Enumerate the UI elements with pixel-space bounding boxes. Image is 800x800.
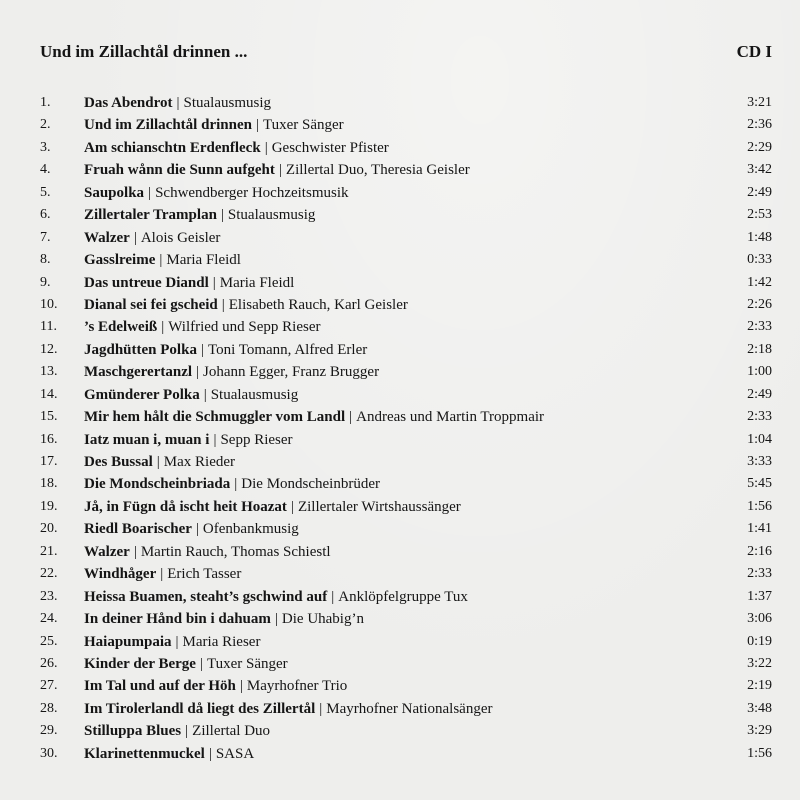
track-row — [40, 294, 772, 316]
track-title: ’s Edelweiß — [84, 319, 158, 336]
track-artist: Die Mondscheinbrüder — [241, 476, 380, 493]
track-number: 21. — [40, 543, 58, 559]
track-separator: | — [195, 521, 199, 538]
track-number: 16. — [40, 431, 58, 447]
track-title-line — [84, 114, 344, 136]
track-separator: | — [220, 207, 224, 224]
track-number: 4. — [40, 162, 51, 178]
track-number: 30. — [40, 745, 58, 761]
track-row — [40, 182, 772, 204]
track-number: 10. — [40, 296, 58, 312]
track-title: Walzer — [84, 229, 130, 246]
track-title: Saupolka — [84, 184, 145, 201]
track-row — [40, 743, 772, 765]
track-artist: Ofenbankmusig — [202, 521, 299, 538]
track-separator: | — [176, 95, 180, 111]
track-artist: Maria Rieser — [182, 633, 261, 650]
track-separator: | — [161, 319, 165, 336]
track-artist: Stualausmusig — [210, 386, 299, 403]
track-title: Dianal sei fei gscheid — [84, 296, 218, 313]
track-duration: 5:45 — [747, 476, 772, 492]
track-artist: Sepp Rieser — [220, 431, 293, 448]
track-artist: SASA — [215, 745, 255, 762]
track-number: 23. — [40, 588, 58, 604]
track-number: 29. — [40, 723, 58, 739]
track-title-line — [84, 227, 220, 249]
track-number: 2. — [40, 117, 51, 133]
track-duration: 2:33 — [747, 566, 772, 582]
track-separator: | — [290, 498, 294, 515]
track-title: Gmünderer Polka — [84, 386, 200, 403]
track-row — [40, 339, 772, 361]
track-row — [40, 316, 772, 338]
tracklist-header — [40, 42, 772, 68]
track-separator: | — [159, 252, 163, 269]
track-duration: 1:42 — [747, 274, 772, 290]
track-title-line — [84, 631, 260, 653]
track-artist: Maria Fleidl — [219, 274, 295, 291]
track-title-line — [84, 92, 271, 114]
track-title: Jagdhütten Polka — [84, 341, 197, 358]
album-title: Und im Zillachtål drinnen ... — [40, 42, 248, 61]
track-number: 22. — [40, 566, 58, 582]
track-duration: 2:16 — [747, 543, 772, 559]
track-artist: Zillertal Duo — [192, 723, 271, 740]
track-row — [40, 720, 772, 742]
track-separator: | — [133, 543, 137, 560]
track-duration: 1:56 — [747, 498, 772, 514]
track-duration: 3:06 — [747, 611, 772, 627]
track-number: 20. — [40, 521, 58, 537]
track-artist: Wilfried und Sepp Rieser — [168, 319, 321, 336]
track-artist: Anklöpfelgruppe Tux — [338, 588, 468, 605]
track-number: 26. — [40, 655, 58, 671]
track-number: 3. — [40, 139, 51, 155]
track-duration: 3:22 — [747, 655, 772, 671]
track-row — [40, 518, 772, 540]
track-separator: | — [234, 476, 238, 493]
track-artist: Martin Rauch, Thomas Schiestl — [140, 543, 331, 560]
track-separator: | — [331, 588, 335, 605]
track-number: 7. — [40, 229, 51, 245]
track-artist: Erich Tasser — [167, 566, 242, 583]
track-title: Und im Zillachtål drinnen — [84, 117, 252, 134]
track-number: 28. — [40, 700, 58, 716]
track-separator: | — [185, 723, 189, 740]
track-title-line — [84, 720, 270, 742]
track-duration: 1:37 — [747, 588, 772, 604]
track-row — [40, 249, 772, 271]
track-title: Iatz muan i, muan i — [84, 431, 210, 448]
track-title-line — [84, 272, 294, 294]
track-title: Zillertaler Tramplan — [84, 207, 217, 224]
track-title-line — [84, 361, 379, 383]
track-row — [40, 563, 772, 585]
track-duration: 0:19 — [747, 633, 772, 649]
track-title: Haiapumpaia — [84, 633, 172, 650]
track-duration: 2:19 — [747, 678, 772, 694]
track-duration: 3:33 — [747, 454, 772, 469]
track-duration: 2:33 — [747, 319, 772, 335]
track-title-line — [84, 406, 544, 428]
track-title: Stilluppa Blues — [84, 723, 182, 740]
track-title: Das Abendrot — [84, 95, 173, 111]
track-row — [40, 429, 772, 451]
track-row — [40, 92, 772, 114]
track-title: Klarinettenmuckel — [84, 745, 205, 762]
track-artist: Tuxer Sänger — [262, 117, 344, 134]
track-title: Windhåger — [84, 566, 157, 583]
track-duration: 2:53 — [747, 207, 772, 223]
tracklist — [40, 92, 772, 765]
cd-label: CD I — [736, 42, 772, 61]
track-artist: Johann Egger, Franz Brugger — [203, 364, 380, 381]
track-row — [40, 541, 772, 563]
track-title-line — [84, 204, 315, 226]
track-separator: | — [156, 454, 160, 470]
track-separator: | — [278, 162, 282, 179]
track-duration: 2:36 — [747, 117, 772, 133]
track-number: 14. — [40, 386, 58, 402]
track-separator: | — [221, 296, 225, 313]
track-row — [40, 114, 772, 136]
track-title-line — [84, 473, 380, 495]
track-title: Heissa Buamen, steaht’s gschwind auf — [84, 588, 328, 605]
track-title: Das untreue Diandl — [84, 274, 209, 291]
track-separator: | — [255, 117, 259, 134]
track-title-line — [84, 316, 321, 338]
track-title-line — [84, 496, 461, 518]
track-title: Kinder der Berge — [84, 655, 196, 672]
track-artist: Die Uhabig’n — [281, 611, 364, 628]
track-title-line — [84, 541, 331, 563]
track-separator: | — [199, 655, 203, 672]
track-duration: 3:48 — [747, 700, 772, 716]
track-artist: Toni Tomann, Alfred Erler — [207, 341, 368, 358]
track-row — [40, 406, 772, 428]
track-number: 27. — [40, 678, 58, 694]
track-duration: 2:49 — [747, 386, 772, 402]
track-separator: | — [319, 700, 323, 717]
track-artist: Stualausmusig — [183, 95, 272, 111]
track-separator: | — [203, 386, 207, 403]
track-artist: Andreas und Martin Troppmair — [356, 409, 545, 426]
track-row — [40, 608, 772, 630]
track-title-line — [84, 675, 347, 697]
track-duration: 3:21 — [747, 95, 772, 110]
track-separator: | — [160, 566, 164, 583]
track-title: Im Tirolerlandl då liegt des Zillertål — [84, 700, 316, 717]
track-title-line — [84, 743, 254, 765]
track-title-line — [84, 563, 241, 585]
track-artist: Tuxer Sänger — [206, 655, 288, 672]
track-title: Walzer — [84, 543, 130, 560]
track-title-line — [84, 608, 364, 630]
track-separator: | — [196, 364, 200, 381]
track-title-line — [84, 182, 349, 204]
track-number: 19. — [40, 498, 58, 514]
track-row — [40, 384, 772, 406]
track-title-line — [84, 339, 367, 361]
track-duration: 0:33 — [747, 252, 772, 268]
track-title-line — [84, 451, 235, 473]
track-number: 18. — [40, 476, 58, 492]
track-separator: | — [175, 633, 179, 650]
track-title-line — [84, 159, 470, 181]
track-title: Jå, in Fügn då ischt heit Hoazat — [84, 498, 287, 515]
track-title: Des Bussal — [84, 454, 153, 470]
track-number: 6. — [40, 207, 51, 223]
track-number: 12. — [40, 341, 58, 357]
track-title-line — [84, 137, 389, 159]
track-number: 17. — [40, 454, 58, 469]
track-duration: 3:42 — [747, 162, 772, 178]
track-number: 9. — [40, 274, 51, 290]
track-row — [40, 227, 772, 249]
track-row — [40, 698, 772, 720]
track-title: Die Mondscheinbriada — [84, 476, 231, 493]
track-duration: 2:18 — [747, 341, 772, 357]
track-row — [40, 473, 772, 495]
track-artist: Geschwister Pfister — [271, 139, 389, 156]
track-duration: 1:56 — [747, 745, 772, 761]
track-duration: 2:29 — [747, 139, 772, 155]
track-artist: Elisabeth Rauch, Karl Geisler — [228, 296, 408, 313]
track-duration: 1:00 — [747, 364, 772, 380]
track-title: In deiner Hånd bin i dahuam — [84, 611, 271, 628]
track-artist: Mayrhofner Trio — [246, 678, 348, 695]
track-row — [40, 586, 772, 608]
track-title-line — [84, 698, 492, 720]
track-separator: | — [208, 745, 212, 762]
track-number: 8. — [40, 252, 51, 268]
track-row — [40, 272, 772, 294]
track-artist: Alois Geisler — [140, 229, 221, 246]
track-row — [40, 675, 772, 697]
track-title: Maschgerertanzl — [84, 364, 193, 381]
track-artist: Mayrhofner Nationalsänger — [326, 700, 493, 717]
track-artist: Stualausmusig — [227, 207, 316, 224]
track-artist: Zillertaler Wirtshaussänger — [297, 498, 461, 515]
track-separator: | — [212, 274, 216, 291]
track-title-line — [84, 294, 408, 316]
track-duration: 3:29 — [747, 723, 772, 739]
track-separator: | — [349, 409, 353, 426]
track-title: Im Tal und auf der Höh — [84, 678, 236, 695]
track-number: 24. — [40, 611, 58, 627]
track-title-line — [84, 429, 293, 451]
track-number: 11. — [40, 319, 57, 335]
track-separator: | — [148, 184, 152, 201]
track-duration: 1:48 — [747, 229, 772, 245]
track-number: 5. — [40, 184, 51, 200]
track-title-line — [84, 653, 288, 675]
track-row — [40, 653, 772, 675]
track-title-line — [84, 518, 299, 540]
track-separator: | — [200, 341, 204, 358]
track-title-line — [84, 384, 298, 406]
track-title: Fruah wånn die Sunn aufgeht — [84, 162, 275, 179]
track-duration: 2:49 — [747, 184, 772, 200]
track-separator: | — [239, 678, 243, 695]
track-row — [40, 496, 772, 518]
track-separator: | — [133, 229, 137, 246]
track-row — [40, 361, 772, 383]
track-title-line — [84, 586, 468, 608]
track-duration: 2:33 — [747, 409, 772, 425]
track-row — [40, 451, 772, 473]
track-title-line — [84, 249, 241, 271]
track-title: Am schianschtn Erdenfleck — [84, 139, 261, 156]
track-title: Mir hem hålt die Schmuggler vom Landl — [84, 409, 346, 426]
track-separator: | — [213, 431, 217, 448]
track-row — [40, 137, 772, 159]
track-row — [40, 631, 772, 653]
track-artist: Maria Fleidl — [166, 252, 241, 269]
track-row — [40, 159, 772, 181]
track-duration: 1:41 — [747, 521, 772, 537]
track-duration: 2:26 — [747, 296, 772, 312]
track-separator: | — [264, 139, 268, 156]
track-title: Riedl Boarischer — [84, 521, 192, 538]
track-row — [40, 204, 772, 226]
track-artist: Schwendberger Hochzeitsmusik — [155, 184, 349, 201]
track-number: 15. — [40, 409, 58, 425]
track-number: 1. — [40, 95, 51, 110]
track-separator: | — [274, 611, 278, 628]
track-artist: Max Rieder — [163, 454, 236, 470]
track-number: 13. — [40, 364, 58, 380]
track-number: 25. — [40, 633, 58, 649]
track-title: Gasslreime — [84, 252, 156, 269]
track-duration: 1:04 — [747, 431, 772, 447]
track-artist: Zillertal Duo, Theresia Geisler — [285, 162, 470, 179]
